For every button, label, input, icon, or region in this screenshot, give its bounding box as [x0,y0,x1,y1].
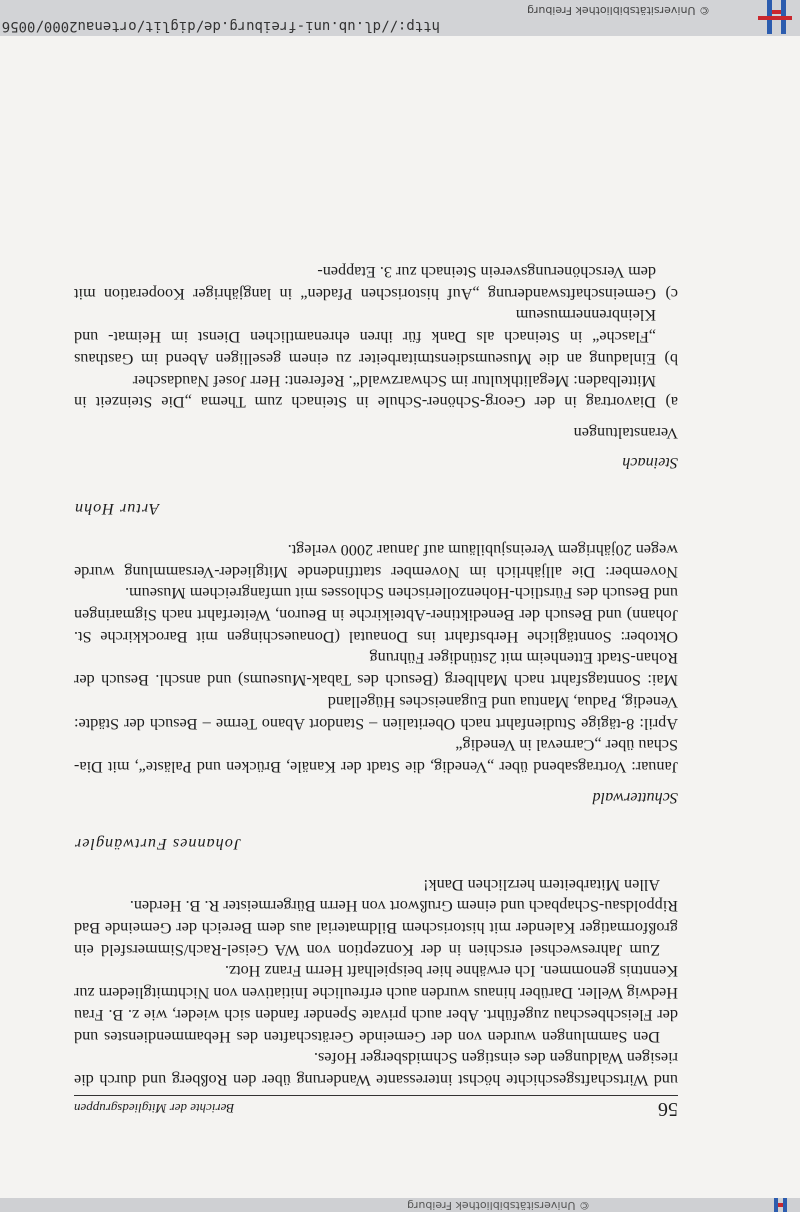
viewer-top-bar [0,1198,800,1212]
section-label: Veranstaltungen [573,424,678,443]
list-item [74,304,678,369]
list-text: Diavortrag in der Georg-Schöner-Schule in Steinach zum Thema „Die Steinzeit in Mittelbaden: Megalithkultur im Schwarzwald“. Referent: Herr Josef Naudascher [74,371,656,412]
library-logo-icon [756,1198,790,1212]
paragraph: Zum Jahreswechsel erschien in der Konzeption von WA Geisel-Rach/Simmersfeld ein großformatiger Kalender mit historischem Bildmaterial aus dem Bereich der Gemeinde Bad Rippoldsau-Schapbach und einem Grußwort von Herrn Bürgermeister R. B. Herden. [74,897,678,959]
entry: Oktober: Sonntägliche Herbstfahrt ins Donautal (Donaueschingen mit Barockkirche St. Johann) und Besuch der Benediktiner-Abteikirche in Beuron, Weiterfahrt nach Sigmaringen und Besuch des Fürstlich-Hohenzollerischen Schlosses mit umfangreichem Museum. [74,584,678,646]
list-marker: a) [665,393,678,412]
library-logo-icon [750,0,792,34]
entry: April: 8-tägige Studienfahrt nach Oberitalien – Standort Abano Terme – Besuch der Städte: Venedig, Padua, Mantua und Euganeisches Hügelland [74,692,678,733]
signature: Johannes Furtwängler [74,834,242,853]
section-heading: Steinach [622,454,678,473]
page-content [74,260,678,1122]
list-item [74,260,678,303]
list-text: Gemeinschaftswanderung „Auf historischen Pfaden“ in langjähriger Kooperation mit dem Verschönerungsverein Steinach zur 3. Etappen- [74,263,656,303]
entry: Januar: Vortragsabend über „Venedig, die Stadt der Kanäle, Brücken und Paläste“, mit Dia-Schau über „Carneval in Venedig“ [74,736,678,776]
page-number: 56 [658,1098,678,1120]
page-header [74,1095,678,1122]
list-marker: b) [664,349,678,368]
paragraph: und Wirtschaftsgeschichte höchst interessante Wanderung über den Roßberg und durch die riesigen Waldungen des einstigen Schmidsberger Hofes. [74,1049,678,1089]
list-text: Einladung an die Museumsdienstmitarbeiter zu einem geselligen Abend im Gasthaus „Flasche“ in Steinach als Dank für ihren ehrenamtlichen Dienst im Heimat- und Kleinbrennermuseum [74,306,656,368]
running-head: Berichte der Mitgliedsgruppen [74,1101,235,1116]
viewer-bottom-bar [0,0,800,36]
permalink[interactable]: http://dl.ub.uni-freiburg.de/diglit/ortenau2000/0056 [1,18,440,34]
copyright-bottom: © Universitätsbibliothek Freiburg [527,4,710,17]
paragraph: Allen Mitarbeitern herzlichen Dank! [423,875,660,894]
entry: November: Die alljährlich im November stattfindende Mitglieder-Versammlung wurde wegen 20jährigem Vereinsjubiläum auf Januar 2000 verlegt. [74,540,678,581]
signature: Artur Hohn [74,500,160,519]
list-item [74,369,678,412]
list-marker: c) [665,284,678,303]
copyright-top: © Universitätsbibliothek Freiburg [407,1199,590,1212]
paragraph: Den Sammlungen wurden von der Gemeinde Gerätschaften des Hebammendienstes und der Fleischbeschau zugeführt. Aber auch private Spender fanden sich wieder, wie z. B. Frau Hedwig Weller. Darüber hinaus wurden auch erfreuliche Initiativen von Nichtmitgliedern zur Kenntnis genommen. Ich erwähne hier beispielhaft Herrn Franz Hotz. [74,962,678,1046]
entry: Mai: Sonntagsfahrt nach Mahlberg (Besuch des Tabak-Museums) und anschl. Besuch der Rohan-Stadt Ettenheim mit 2stündiger Führung [74,649,678,690]
section-heading: Schutterwald [592,788,678,807]
